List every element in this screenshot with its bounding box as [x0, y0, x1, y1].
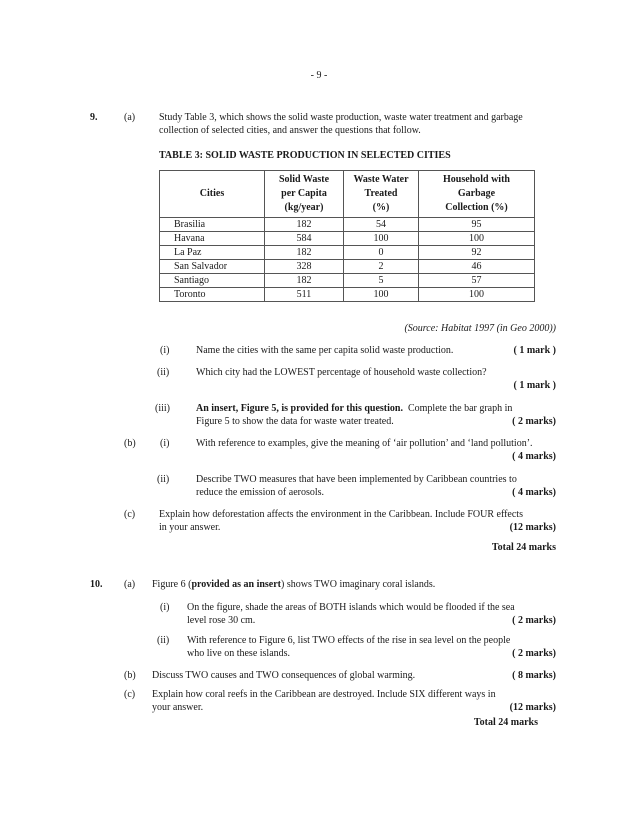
q9aii-label: (ii) — [157, 367, 170, 378]
q9bi-marks: ( 4 marks) — [512, 451, 556, 462]
question-10-number: 10. — [90, 579, 103, 590]
q9-total-marks: Total 24 marks — [491, 542, 556, 553]
cell-garbage: 100 — [419, 288, 535, 302]
q9bi-text: With reference to examples, give the meaning of ‘air pollution’ and ‘land pollution’. — [196, 438, 533, 449]
q10aii-text-line2: who live on these islands. — [187, 648, 291, 659]
header-household-line2: Garbage — [457, 188, 496, 199]
q9a-intro-line2: collection of selected cities, and answer the questions that follow. — [159, 125, 421, 136]
q10c-label: (c) — [124, 689, 136, 700]
q10ai-marks: ( 2 marks) — [512, 615, 556, 626]
cell-garbage: 100 — [419, 232, 535, 246]
cell-garbage: 92 — [419, 246, 535, 260]
header-household-garbage — [419, 171, 535, 218]
q9aiii-label: (iii) — [155, 403, 170, 414]
cell-solid-waste: 584 — [265, 232, 344, 246]
q9a-label: (a) — [124, 112, 136, 123]
q9aiii-bold-text: An insert, Figure 5, is provided for this question. — [196, 403, 403, 414]
table-3-title: TABLE 3: SOLID WASTE PRODUCTION IN SELECTED CITIES — [159, 150, 451, 161]
q9bii-text-line1: Describe TWO measures that have been implemented by Caribbean countries to — [196, 474, 517, 485]
page-number: - 9 - — [310, 70, 328, 81]
q10b-text: Discuss TWO causes and TWO consequences of global warming. — [152, 670, 416, 681]
q9c-marks: (12 marks) — [509, 522, 556, 533]
q9bi-label: (i) — [160, 438, 170, 449]
cell-city: Brasilia — [160, 218, 265, 232]
header-solid-waste-line2: per Capita — [281, 188, 327, 199]
table-row — [160, 288, 535, 302]
cell-waste-water: 2 — [344, 260, 419, 274]
q9aiii-text-line2: Figure 5 to show the data for waste water treated. — [196, 416, 394, 427]
cell-city: San Salvador — [160, 260, 265, 274]
cell-solid-waste: 182 — [265, 218, 344, 232]
table-row — [160, 274, 535, 288]
q9bii-marks: ( 4 marks) — [512, 487, 556, 498]
header-waste-water-line1: Waste Water — [353, 174, 409, 185]
cell-solid-waste: 328 — [265, 260, 344, 274]
q10a-label: (a) — [124, 579, 136, 590]
q10b-label: (b) — [124, 670, 136, 681]
q10a-text-bold: provided as an insert — [191, 579, 282, 590]
q10ai-text-line2: level rose 30 cm. — [187, 615, 256, 626]
table-source: (Source: Habitat 1997 (in Geo 2000)) — [404, 323, 556, 334]
table-row — [160, 260, 535, 274]
table-row — [160, 232, 535, 246]
q10a-text-pre: Figure 6 ( — [152, 579, 192, 590]
q10aii-label: (ii) — [157, 635, 170, 646]
header-cities-text: Cities — [199, 188, 225, 199]
q9c-text-line2: in your answer. — [159, 522, 221, 533]
header-waste-water-line3: (%) — [372, 202, 390, 213]
header-solid-waste — [265, 171, 344, 218]
q10-total-marks: Total 24 marks — [473, 717, 538, 728]
q10c-text-line2: your answer. — [152, 702, 204, 713]
cell-solid-waste: 182 — [265, 246, 344, 260]
question-9-number: 9. — [90, 112, 98, 123]
cell-city: Toronto — [160, 288, 265, 302]
cell-waste-water: 100 — [344, 288, 419, 302]
header-household-line1: Household with — [443, 174, 510, 185]
q9ai-text: Name the cities with the same per capita solid waste production. — [196, 345, 454, 356]
q10a-text-post: ) shows TWO imaginary coral islands. — [281, 579, 436, 590]
q9a-intro-line1: Study Table 3, which shows the solid waste production, waste water treatment and garbage — [159, 112, 523, 123]
cell-solid-waste: 511 — [265, 288, 344, 302]
cell-garbage: 95 — [419, 218, 535, 232]
cell-waste-water: 54 — [344, 218, 419, 232]
cell-city: Santiago — [160, 274, 265, 288]
q10ai-text-line1: On the figure, shade the areas of BOTH islands which would be flooded if the sea — [187, 602, 515, 613]
q9ai-marks: ( 1 mark ) — [513, 345, 556, 356]
q9bii-text-line2: reduce the emission of aerosols. — [196, 487, 325, 498]
q9c-label: (c) — [124, 509, 136, 520]
cell-waste-water: 100 — [344, 232, 419, 246]
q10a-text — [152, 579, 435, 591]
q10b-marks: ( 8 marks) — [512, 670, 556, 681]
header-solid-waste-line3: (kg/year) — [284, 202, 324, 213]
q9b-label: (b) — [124, 438, 136, 449]
q10aii-marks: ( 2 marks) — [512, 648, 556, 659]
q10c-text-line1: Explain how coral reefs in the Caribbean are destroyed. Include SIX different ways in — [152, 689, 496, 700]
header-waste-water-line2: Treated — [364, 188, 398, 199]
q10ai-label: (i) — [160, 602, 170, 613]
cell-garbage: 46 — [419, 260, 535, 274]
q9aii-marks: ( 1 mark ) — [513, 380, 556, 391]
q10c-marks: (12 marks) — [509, 702, 556, 713]
table-row — [160, 218, 535, 232]
q9aii-text: Which city had the LOWEST percentage of household waste collection? — [196, 367, 487, 378]
header-household-line3: Collection (%) — [445, 202, 508, 213]
header-cities — [160, 171, 265, 218]
cell-city: La Paz — [160, 246, 265, 260]
q9aiii-text-line1: Complete the bar graph in — [407, 403, 513, 414]
q9bii-label: (ii) — [157, 474, 170, 485]
table-row — [160, 246, 535, 260]
table-header-row — [160, 171, 535, 218]
q9aiii-line1 — [196, 403, 512, 415]
solid-waste-table — [159, 170, 535, 302]
cell-waste-water: 5 — [344, 274, 419, 288]
cell-solid-waste: 182 — [265, 274, 344, 288]
header-solid-waste-line1: Solid Waste — [278, 174, 330, 185]
cell-waste-water: 0 — [344, 246, 419, 260]
q10aii-text-line1: With reference to Figure 6, list TWO effects of the rise in sea level on the people — [187, 635, 511, 646]
header-waste-water — [344, 171, 419, 218]
cell-city: Havana — [160, 232, 265, 246]
cell-garbage: 57 — [419, 274, 535, 288]
q9ai-label: (i) — [160, 345, 170, 356]
q9c-text-line1: Explain how deforestation affects the environment in the Caribbean. Include FOUR effects — [159, 509, 523, 520]
q9aiii-marks: ( 2 marks) — [512, 416, 556, 427]
